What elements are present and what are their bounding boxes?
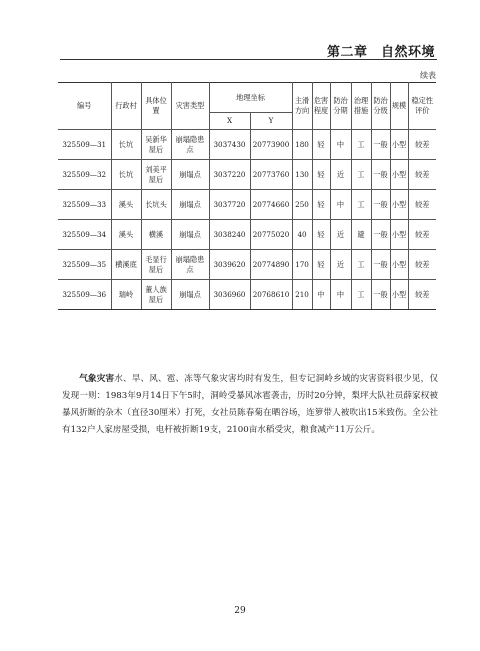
cell-stability: 较差: [408, 280, 436, 310]
cell-control: 近: [330, 220, 351, 250]
cell-danger: 中: [312, 280, 330, 310]
table-row: [58, 160, 436, 190]
cell-control: 中: [330, 190, 351, 220]
header-rule: [60, 59, 437, 60]
cell-type: 崩塌隐患点: [171, 250, 209, 280]
cell-x: 3037720: [209, 190, 250, 220]
cell-location: 吴新华屋后: [141, 130, 171, 160]
cell-control: 近: [330, 250, 351, 280]
cell-grade: 一般: [371, 250, 390, 280]
cell-id: 325509—33: [58, 190, 111, 220]
cell-measure: 工: [351, 280, 371, 310]
cell-location: 横溪: [141, 220, 171, 250]
cell-stability: 较差: [408, 250, 436, 280]
cell-y: 20775020: [250, 220, 292, 250]
cell-grade: 一般: [371, 190, 390, 220]
cell-type: 崩塌隐患点: [171, 130, 209, 160]
cell-y: 20774660: [250, 190, 292, 220]
cell-id: 325509—34: [58, 220, 111, 250]
cell-id: 325509—36: [58, 280, 111, 310]
cell-scale: 小型: [390, 280, 408, 310]
cell-danger: 轻: [312, 190, 330, 220]
header-location: 具体位置: [141, 83, 171, 130]
cell-stability: 较差: [408, 220, 436, 250]
cell-village: 横溪底: [111, 250, 141, 280]
chapter-header: 第二章 自然环境: [326, 45, 435, 60]
header-village: 行政村: [111, 83, 141, 130]
cell-type: 崩塌点: [171, 190, 209, 220]
header-scale: 规模: [390, 83, 408, 130]
cell-x: 3037220: [209, 160, 250, 190]
table-row: [58, 190, 436, 220]
paragraph-lead: 气象灾害: [79, 373, 115, 384]
cell-danger: 轻: [312, 160, 330, 190]
cell-grade: 一般: [371, 220, 390, 250]
cell-village: 瑞岭: [111, 280, 141, 310]
header-control: 防治分期: [330, 83, 351, 130]
cell-scale: 小型: [390, 130, 408, 160]
cell-grade: 一般: [371, 280, 390, 310]
cell-measure: 工: [351, 250, 371, 280]
cell-direction: 250: [292, 190, 312, 220]
table-row: [58, 280, 436, 310]
header-measure: 治理措施: [351, 83, 371, 130]
cell-y: 20773760: [250, 160, 292, 190]
cell-village: 溪头: [111, 220, 141, 250]
cell-x: 3039620: [209, 250, 250, 280]
cell-location: 董人族屋后: [141, 280, 171, 310]
cell-location: 毛显行屋后: [141, 250, 171, 280]
cell-location: 刘美平屋后: [141, 160, 171, 190]
cell-measure: 避: [351, 220, 371, 250]
page-number: 29: [234, 606, 246, 616]
cell-stability: 较差: [408, 160, 436, 190]
disaster-table: [58, 82, 436, 310]
table-row: [58, 220, 436, 250]
header-danger: 危害程度: [312, 83, 330, 130]
cell-y: 20768610: [250, 280, 292, 310]
cell-id: 325509—31: [58, 130, 111, 160]
cell-direction: 180: [292, 130, 312, 160]
cell-location: 长坑头: [141, 190, 171, 220]
header-x: X: [209, 113, 250, 130]
cell-village: 溪头: [111, 190, 141, 220]
cell-village: 长坑: [111, 160, 141, 190]
header-grade: 防治分级: [371, 83, 390, 130]
header-y: Y: [250, 113, 292, 130]
cell-control: 近: [330, 160, 351, 190]
cell-scale: 小型: [390, 160, 408, 190]
cell-grade: 一般: [371, 130, 390, 160]
cell-type: 崩塌点: [171, 280, 209, 310]
paragraph-text: 水、旱、风、雹、冻等气象灾害均时有发生，但专记洞岭乡域的灾害资料很少见，仅发现一则：1983年9月14日下午5时，洞岭受暴风冰雹袭击，历时20分钟，梨坪大队社员薛家权被暴风折断的杂木（直径30厘米）打死，女社员陈春菊在晒谷场，连箩带人被吹出15米致伤。全公社有132户人家房屋受损，电杆被折断19支，2100亩水稻受灾，粮食减产11万公斤。: [62, 373, 438, 435]
cell-stability: 较差: [408, 190, 436, 220]
header-type: 灾害类型: [171, 83, 209, 130]
cell-direction: 130: [292, 160, 312, 190]
cell-village: 长坑: [111, 130, 141, 160]
continued-label: 续表: [420, 71, 436, 80]
cell-id: 325509—35: [58, 250, 111, 280]
cell-stability: 较差: [408, 130, 436, 160]
cell-danger: 轻: [312, 250, 330, 280]
cell-control: 中: [330, 130, 351, 160]
cell-measure: 工: [351, 130, 371, 160]
cell-x: 3038240: [209, 220, 250, 250]
cell-direction: 40: [292, 220, 312, 250]
header-coords: 地理坐标: [209, 83, 292, 113]
cell-type: 崩塌点: [171, 160, 209, 190]
cell-type: 崩塌点: [171, 220, 209, 250]
cell-scale: 小型: [390, 190, 408, 220]
cell-direction: 170: [292, 250, 312, 280]
cell-danger: 轻: [312, 220, 330, 250]
cell-measure: 工: [351, 160, 371, 190]
table-row: [58, 130, 436, 160]
cell-x: 3037430: [209, 130, 250, 160]
cell-x: 3036960: [209, 280, 250, 310]
cell-id: 325509—32: [58, 160, 111, 190]
cell-direction: 210: [292, 280, 312, 310]
header-stability: 稳定性评价: [408, 83, 436, 130]
cell-control: 中: [330, 280, 351, 310]
cell-measure: 工: [351, 190, 371, 220]
weather-disaster-paragraph: [62, 371, 438, 439]
cell-y: 20773900: [250, 130, 292, 160]
cell-danger: 轻: [312, 130, 330, 160]
cell-scale: 小型: [390, 250, 408, 280]
table-row: [58, 250, 436, 280]
header-direction: 主滑方向: [292, 83, 312, 130]
cell-y: 20774890: [250, 250, 292, 280]
header-id: 编号: [58, 83, 111, 130]
cell-scale: 小型: [390, 220, 408, 250]
cell-grade: 一般: [371, 160, 390, 190]
